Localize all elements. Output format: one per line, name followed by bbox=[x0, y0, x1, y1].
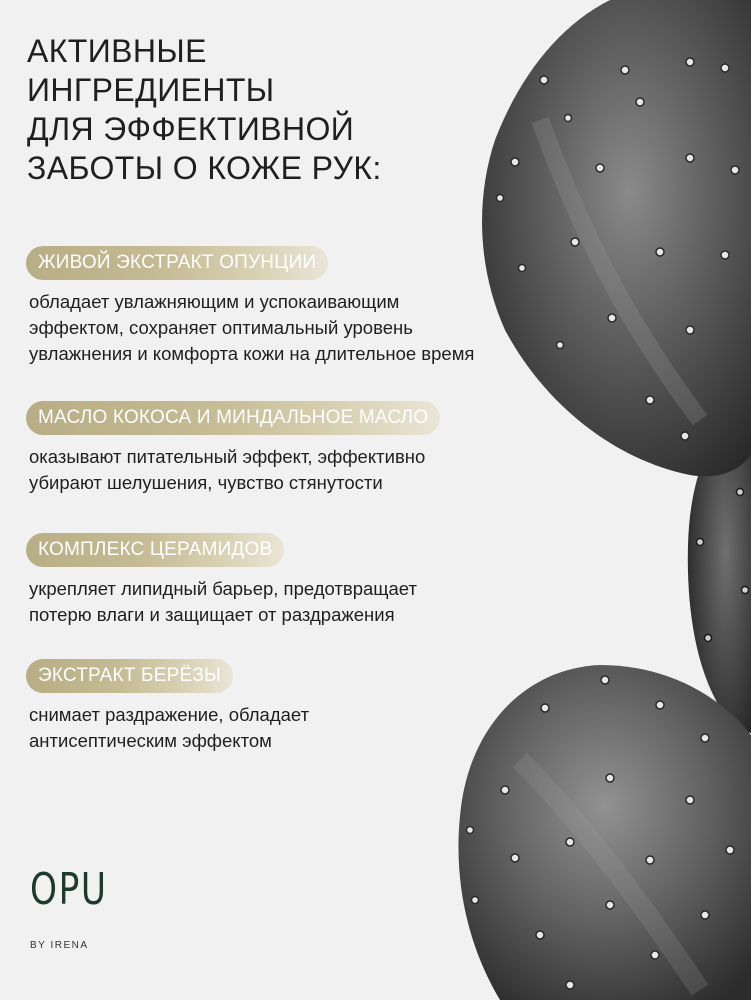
page-title-line-1: АКТИВНЫЕ ИНГРЕДИЕНТЫ bbox=[27, 33, 275, 108]
description-line: убирают шелушения, чувство стянутости bbox=[29, 472, 383, 493]
ingredient-badge: МАСЛО КОКОСА И МИНДАЛЬНОЕ МАСЛО bbox=[26, 401, 440, 435]
ingredient-badge: КОМПЛЕКС ЦЕРАМИДОВ bbox=[26, 533, 284, 567]
brand-tagline: BY IRENA bbox=[30, 940, 89, 951]
description-line: укрепляет липидный барьер, предотвращает bbox=[29, 578, 417, 599]
ingredient-opuntia bbox=[26, 246, 546, 367]
ingredient-description bbox=[26, 576, 546, 628]
brand-wordmark: OPU bbox=[30, 864, 108, 915]
ingredient-coconut-almond-oil bbox=[26, 401, 546, 496]
page-title-line-2: ДЛЯ ЭФФЕКТИВНОЙ bbox=[27, 111, 355, 147]
ingredient-ceramides bbox=[26, 533, 546, 628]
description-line: эффектом, сохраняет оптимальный уровень bbox=[29, 317, 413, 338]
ingredient-badge: ЖИВОЙ ЭКСТРАКТ ОПУНЦИИ bbox=[26, 246, 328, 280]
description-line: обладает увлажняющим и успокаивающим bbox=[29, 291, 400, 312]
brand-logo bbox=[30, 862, 110, 951]
page-title-line-3: ЗАБОТЫ О КОЖЕ РУК: bbox=[27, 150, 382, 186]
description-line: оказывают питательный эффект, эффективно bbox=[29, 446, 426, 467]
ingredient-description bbox=[26, 289, 546, 367]
ingredient-birch-extract bbox=[26, 659, 546, 754]
ingredient-description bbox=[26, 444, 546, 496]
page-title bbox=[27, 32, 457, 188]
description-line: увлажнения и комфорта кожи на длительное время bbox=[29, 343, 475, 364]
description-line: антисептическим эффектом bbox=[29, 730, 272, 751]
description-line: снимает раздражение, обладает bbox=[29, 704, 310, 725]
description-line: потерю влаги и защищает от раздражения bbox=[29, 604, 395, 625]
ingredient-description bbox=[26, 702, 546, 754]
ingredient-badge: ЭКСТРАКТ БЕРЁЗЫ bbox=[26, 659, 233, 693]
